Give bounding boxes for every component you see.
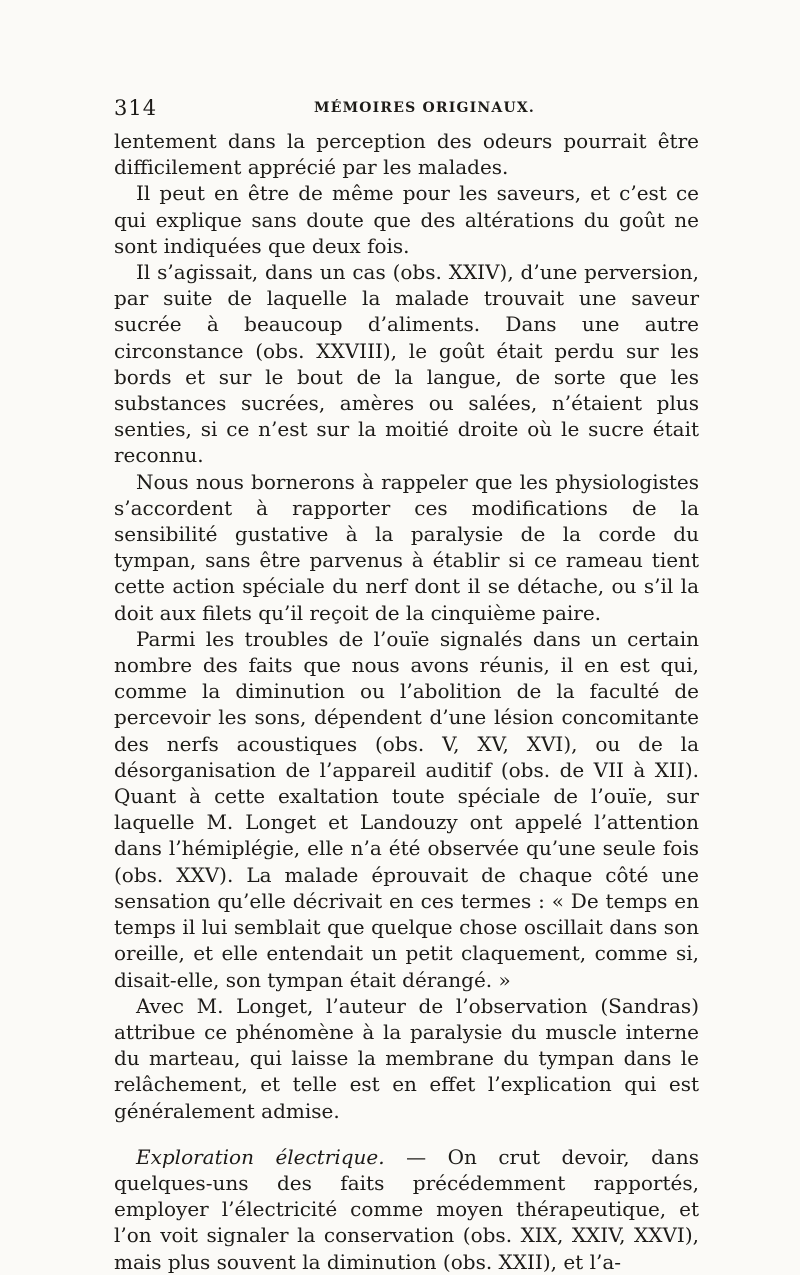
paragraph — [114, 180, 699, 259]
paragraph-text: Avec M. Longet, l’auteur de l’observation (Sandras) attribue ce phénomène à la paralysie du muscle interne du marteau, qui laisse la membrane du tympan dans le relâchement, et telle est en effet l’explication qui est généralement admise. — [114, 993, 699, 1123]
running-head: MÉMOIRES ORIGINAUX. — [314, 100, 535, 116]
paragraph-text: Nous nous bornerons à rappeler que les physiologistes s’accordent à rapporter ces modifications de la sensibilité gustative à la paralysie de la corde du tympan, sans être parvenus à établir si ce rameau tient cette action spéciale du nerf dont il se détache, ou s’il la doit aux filets qu’il reçoit de la cinquième paire. — [114, 469, 699, 625]
paragraph — [114, 469, 699, 626]
section-heading: Exploration électrique. — [136, 1144, 385, 1169]
paragraph-text: lentement dans la perception des odeurs pourrait être difficilement apprécié par les malades. — [114, 129, 699, 180]
body-text — [114, 128, 699, 1275]
paragraph-text: Parmi les troubles de l’ouïe signalés dans un certain nombre des faits que nous avons réunis, il en est qui, comme la diminution ou l’abolition de la faculté de percevoir les sons, dépendent d’une lésion concomitante des nerfs acoustiques (obs. V, XV, XVI), ou de la désorganisation de l’appareil auditif (obs. de VII à XII). Quant à cette exaltation toute spéciale de l’ouïe, sur laquelle M. Longet et Landouzy ont appelé l’attention dans l’hémiplégie, elle n’a été observée qu’une seule fois (obs. XXV). La malade éprouvait de chaque côté une sensation qu’elle décrivait en ces termes : « De temps en temps il lui semblait que quelque chose oscillait dans son oreille, et elle entendait un petit claquement, comme si, disait-elle, son tympan était dérangé. » — [114, 626, 699, 992]
section-paragraph — [114, 1144, 699, 1275]
paragraph — [114, 993, 699, 1124]
page-header — [114, 96, 699, 126]
paragraph — [114, 259, 699, 469]
paragraph-text: Il s’agissait, dans un cas (obs. XXIV), d’une perversion, par suite de laquelle la malade trouvait une saveur sucrée à beaucoup d’aliments. Dans une autre circonstance (obs. XXVIII), le goût était perdu sur les bords et sur le bout de la langue, de sorte que les substances sucrées, amères ou salées, n’étaient plus senties, si ce n’est sur la moitié droite où le sucre était reconnu. — [114, 260, 699, 468]
page-number: 314 — [114, 96, 158, 120]
paragraph-text: — On crut devoir, dans quelques-uns des faits précédemment rapportés, employer l’électricité comme moyen thérapeutique, et l’on voit signaler la conservation (obs. XIX, XXIV, XXVI), mais plus souvent la diminution (obs. XXII), et l’a- — [114, 1144, 699, 1274]
paragraph — [114, 128, 699, 180]
paragraph-text: Il peut en être de même pour les saveurs, et c’est ce qui explique sans doute que des altérations du goût ne sont indiquées que deux fois. — [114, 181, 699, 258]
paragraph — [114, 626, 699, 993]
